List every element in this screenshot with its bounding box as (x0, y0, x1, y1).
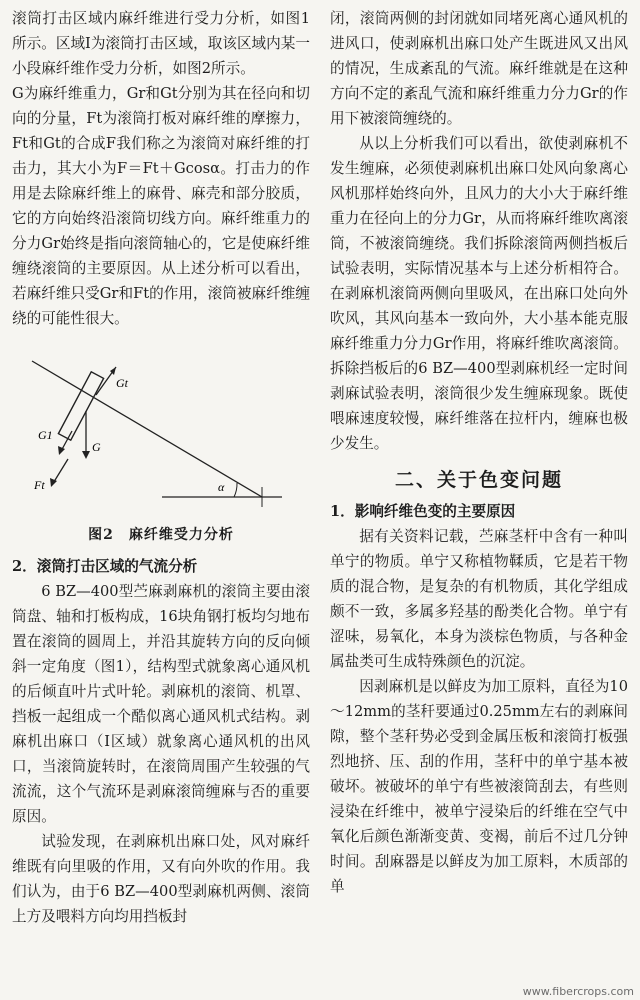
section-heading-color-change: 二、关于色变问题 (394, 469, 563, 491)
label-g1: G1 (38, 428, 53, 442)
paragraph-force-intro: 滚筒打击区域内麻纤维进行受力分析，如图1所示。区域Ⅰ为滚筒打击区域，取该区域内某一小段麻纤维作受力分析，如图2所示。 (12, 10, 310, 77)
paragraph-closure: 闭，滚筒两侧的封闭就如同堵死离心通风机的进风口，使剥麻机出麻口处产生既进风又出风的情况，生成紊乱的气流。麻纤维就是在这种方向不定的紊乱气流和麻纤维重力分力Gr的作用下被滚筒缠绕的。 (330, 10, 628, 127)
label-gt: Gt (116, 376, 128, 390)
force-diagram (12, 339, 310, 519)
figure-2 (12, 339, 310, 519)
subheading-causes: 1．影响纤维色变的主要原因 (330, 503, 516, 520)
paragraph-conclusion: 从以上分析我们可以看出，欲使剥麻机不发生缠麻，必须使剥麻机出麻口处风向象离心风机那样始终向外，且风力的大小大于麻纤维重力在径向上的分力Gr，从而将麻纤维吹离滚筒，不被滚筒缠绕。我们拆除滚筒两侧挡板后试验表明，实际情况基本与上述分析相符合。在剥麻机滚筒两侧向里吸风，在出麻口处向外吹风，其风向基本一致向外，大小基本能克服麻纤维重力分力Gr作用，将麻纤维吹离滚筒。拆除挡板后的6 BZ—400型剥麻机经一定时间剥麻试验表明，滚筒很少发生缠麻现象。既使喂麻速度较慢，麻纤维落在拉杆内，缠麻也极少发生。 (330, 135, 628, 452)
right-column (330, 6, 628, 899)
subheading-airflow: 2．滚筒打击区域的气流分析 (12, 558, 198, 575)
label-alpha: α (218, 480, 225, 494)
paragraph-decorticator: 因剥麻机是以鲜皮为加工原料，直径为10～12mm的茎秆要通过0.25mm左右的剥麻间隙，整个茎秆势必受到金属压板和滚筒打板强烈地挤、压、刮的作用，茎秆中的单宁基本被破坏。被破坏的单宁有些被滚筒刮去，有些则浸染在纤维中，被单宁浸染后的纤维在空气中氧化后颜色渐渐变黄、变褐，前后不过几分钟时间。刮麻器是以鲜皮为加工原料，木质部的单 (330, 678, 628, 895)
fiber-segment (58, 372, 103, 440)
angle-arc (234, 483, 237, 497)
arrow-g1-head (58, 446, 65, 455)
arrow-g-head (82, 451, 90, 459)
left-column (12, 6, 310, 929)
paragraph-tannin: 据有关资料记载，苎麻茎杆中含有一种叫单宁的物质。单宁又称植物鞣质，它是若干物质的混合物，是复杂的有机物质，其化学组成颇不一致，多属多羟基的酚类化合物。单宁有涩味，易氧化，本身为淡棕色物质，与各种金属盐类可生成特殊颜色的沉淀。 (330, 528, 628, 670)
label-g: G (92, 440, 101, 454)
watermark: www.fibercrops.com (522, 985, 634, 998)
paragraph-experiment: 试验发现，在剥麻机出麻口处，风对麻纤维既有向里吸的作用，又有向外吹的作用。我们认为，由于6 BZ—400型剥麻机两侧、滚筒上方及喂料方向均用挡板封 (12, 833, 310, 925)
paragraph-force-analysis: G为麻纤维重力，Gr和Gt分别为其在径向和切向的分量，Ft为滚筒打板对麻纤维的摩擦力，Ft和Gt的合成F我们称之为滚筒对麻纤维的打击力，其大小为F＝Ft＋Gcosα。打击力的作用是去除麻纤维上的麻骨、麻壳和部分胶质，它的方向始终沿滚筒切线方向。麻纤维重力的分力Gr始终是指向滚筒轴心的，它是使麻纤维缠绕滚筒的主要原因。从上述分析可以看出，若麻纤维只受Gr和Ft的作用，滚筒被麻纤维缠绕的可能性很大。 (12, 85, 310, 327)
incline-line (32, 361, 262, 497)
figure-caption: 图2 麻纤维受力分析 (88, 527, 234, 543)
paragraph-airflow: 6 BZ—400型苎麻剥麻机的滚筒主要由滚筒盘、轴和打板构成，16块角钢打板均匀地布置在滚筒的圆周上，并沿其旋转方向的反向倾斜一定角度（图1），结构型式就象离心通风机的后倾直叶片式叶轮。剥麻机的滚筒、机罩、挡板一起组成一个酷似离心通风机式结构。剥麻机出麻口（Ⅰ区域）就象离心通风机的出风口，当滚筒旋转时，在滚筒周围产生较强的气流流，这个气流环是剥麻滚筒缠麻与否的重要原因。 (12, 583, 310, 825)
label-ft: Ft (34, 478, 45, 492)
